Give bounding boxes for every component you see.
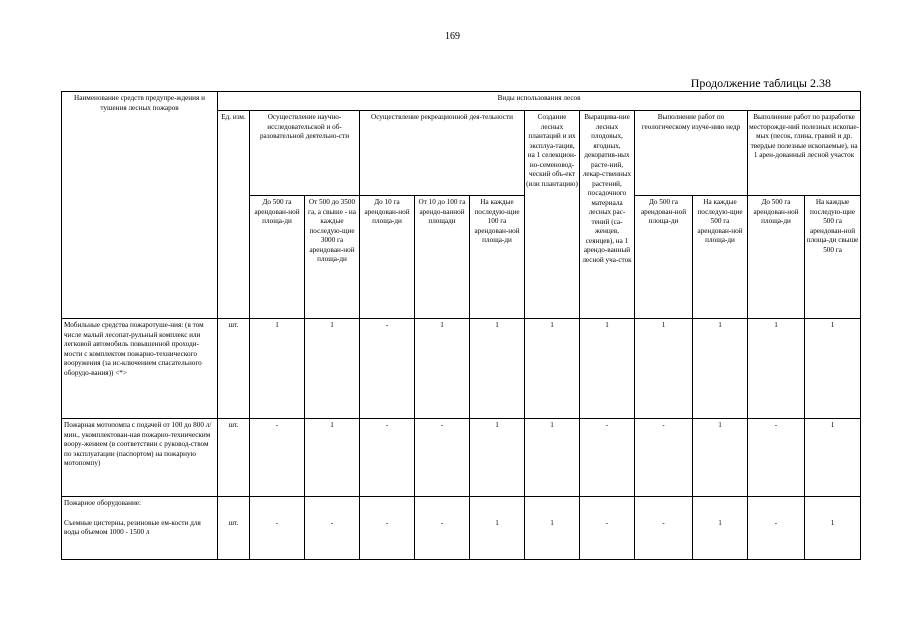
header-subcol: До 500 га арендован-ной площа-ди bbox=[635, 196, 693, 319]
header-group-growing: Выращива-ние лесных плодовых, ягодных, декоратив-ных расте-ний, лекар-ственных растений, посадочного материала лесных рас-тений (са-женцев, сеянцев), на 1 арендо-ванный лесной уча-сток bbox=[580, 111, 635, 319]
header-subcol: До 10 га арендован-ной площа-ди bbox=[360, 196, 415, 319]
row-value: 1 bbox=[693, 497, 748, 560]
row-value: - bbox=[360, 419, 415, 497]
row-value: 1 bbox=[250, 319, 305, 419]
table-row bbox=[62, 419, 861, 497]
row-value: - bbox=[580, 497, 635, 560]
row-value: 1 bbox=[470, 497, 525, 560]
row-value: - bbox=[415, 497, 470, 560]
header-subcol: До 500 га арендован-ной площа-ди bbox=[748, 196, 805, 319]
header-group-plantations: Создание лесных плантаций и их эксплуа-тация, на 1 селекцион-но-семеновод-ческий объ-ект (или плантацию) bbox=[525, 111, 580, 319]
header-subcol: На каждые последую-щие 100 га арендован-ной площа-ди bbox=[470, 196, 525, 319]
row-value: 1 bbox=[635, 319, 693, 419]
row-value: 1 bbox=[525, 419, 580, 497]
header-subcol: До 500 га арендован-ной площа-ди bbox=[250, 196, 305, 319]
header-subcol: От 500 до 3500 га, а свыше - на каждые последую-щие 3000 га арендован-ной площа-ди bbox=[305, 196, 360, 319]
row-value: 1 bbox=[580, 319, 635, 419]
header-group-mining: Выполнение работ по разработке месторожде-ний полезных ископае-мых (песок, глина, гравий и др. твердые полезные ископаемые), на 1 арен-дованный лесной участок bbox=[748, 111, 861, 196]
row-unit: шт. bbox=[218, 319, 250, 419]
row-section-title: Пожарное оборудование: bbox=[64, 499, 141, 507]
row-value: - bbox=[305, 497, 360, 560]
row-value: 1 bbox=[305, 419, 360, 497]
row-value: 1 bbox=[805, 419, 861, 497]
row-value: - bbox=[415, 419, 470, 497]
header-group-recreation: Осуществление рекреационной дея-тельности bbox=[360, 111, 525, 196]
row-value: - bbox=[360, 319, 415, 419]
row-value: 1 bbox=[415, 319, 470, 419]
row-value: 1 bbox=[470, 319, 525, 419]
row-value: - bbox=[635, 497, 693, 560]
header-subcol: На каждые последую-щие 500 га арендован-ной площа-ди bbox=[693, 196, 748, 319]
row-value: 1 bbox=[693, 319, 748, 419]
row-value: 1 bbox=[805, 319, 861, 419]
table-row bbox=[62, 497, 861, 560]
row-value: 1 bbox=[525, 497, 580, 560]
row-value: 1 bbox=[525, 319, 580, 419]
row-unit: шт. bbox=[218, 497, 250, 560]
table-row bbox=[62, 319, 861, 419]
row-value: - bbox=[635, 419, 693, 497]
row-value: - bbox=[360, 497, 415, 560]
row-value: - bbox=[748, 419, 805, 497]
row-value: - bbox=[748, 497, 805, 560]
header-group-research: Осуществление научно-исследовательской и об-разовательной деятельно-сти bbox=[250, 111, 360, 196]
row-name: Съемные цистерны, резиновые ем-кости для воды объемом 1000 - 1500 л bbox=[64, 518, 201, 536]
header-unit: Ед. изм. bbox=[218, 111, 250, 319]
row-name-cell bbox=[62, 497, 218, 560]
header-subcol: От 10 до 100 га арендо-ванной площади bbox=[415, 196, 470, 319]
row-value: 1 bbox=[470, 419, 525, 497]
row-unit: шт. bbox=[218, 419, 250, 497]
forest-fire-equipment-table bbox=[61, 91, 861, 560]
row-value: 1 bbox=[305, 319, 360, 419]
header-name-column: Наименование средств предупре-ждения и тушения лесных пожаров bbox=[62, 92, 218, 319]
row-value: 1 bbox=[748, 319, 805, 419]
row-value: - bbox=[580, 419, 635, 497]
header-subcol: На каждые последую-щие 500 га арендован-ной площа-ди свыше 500 га bbox=[805, 196, 861, 319]
row-value: 1 bbox=[805, 497, 861, 560]
row-value: - bbox=[250, 497, 305, 560]
page-number: 169 bbox=[445, 31, 460, 42]
row-name: Мобильные средства пожаротуше-ния: (в том числе малый лесопат-рульный комплекс или легковой автомобиль повышенной проходи-мости с комплектом пожарно-технического вооружения (за ис-ключением спасательного оборудо-вания)) <*> bbox=[62, 319, 218, 419]
row-value: 1 bbox=[693, 419, 748, 497]
header-group-geology: Выполнение работ по геологическому изуче-нию недр bbox=[635, 111, 748, 196]
row-value: - bbox=[250, 419, 305, 497]
row-name: Пожарная мотопомпа с подачей от 100 до 800 л/мин., укомплектован-ная пожарно-техническим воору-жением (в соответствии с руковод-ством по эксплуатации (паспортом) на пожарную мотопомпу) bbox=[62, 419, 218, 497]
table-continuation-title: Продолжение таблицы 2.38 bbox=[690, 76, 831, 90]
header-uses-group: Виды использования лесов bbox=[218, 92, 861, 111]
